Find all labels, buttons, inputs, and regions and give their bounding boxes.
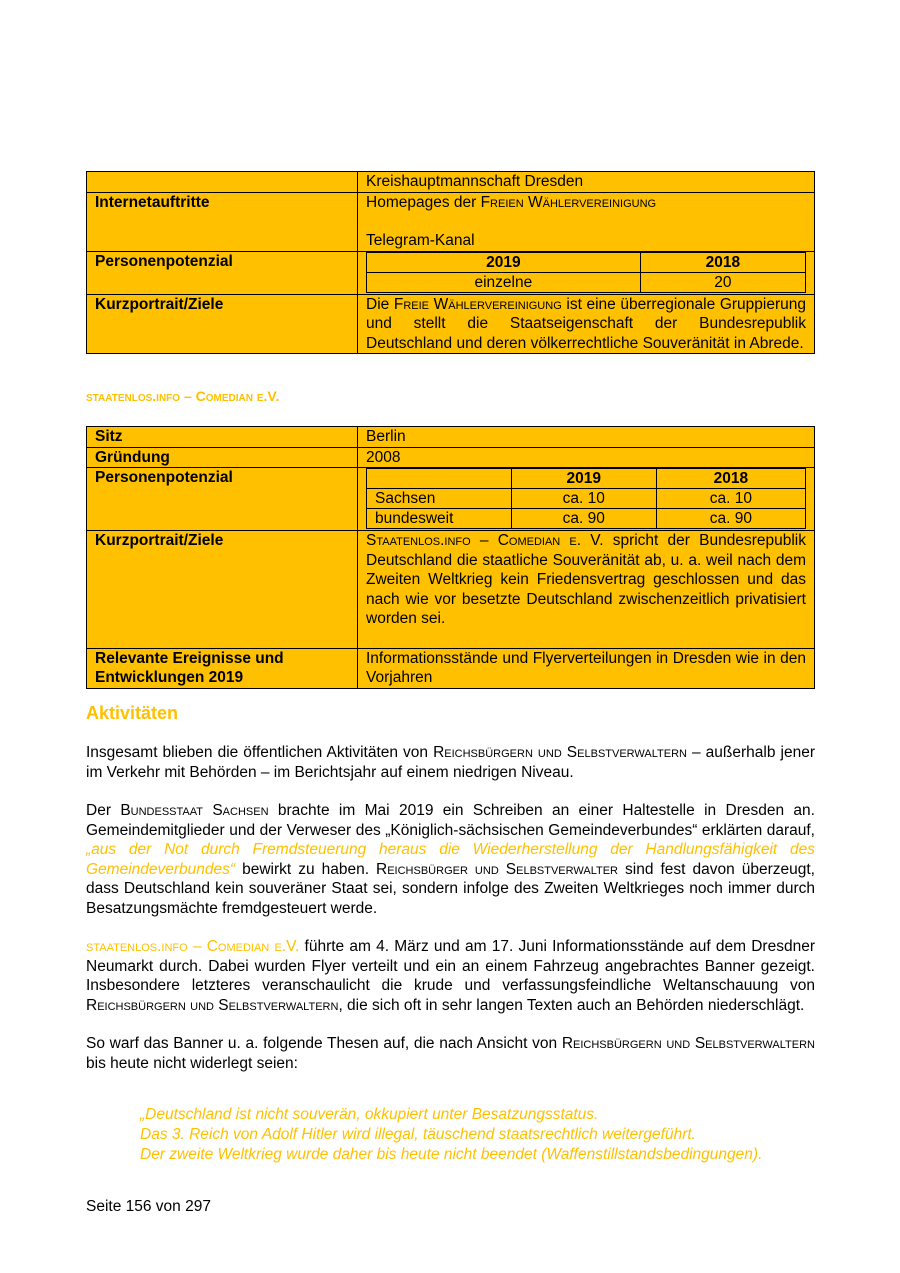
info-table-1 — [86, 171, 815, 354]
table-value-gruendung: 2008 — [358, 447, 815, 468]
section-heading: staatenlos.info – Comedian e.V. — [86, 388, 280, 404]
table-label-personen: Personenpotenzial — [87, 468, 358, 531]
paragraph-4 — [86, 1034, 815, 1073]
p3-post: , die sich oft in sehr langen Texten auch an Behörden niederschlägt. — [338, 996, 805, 1014]
p1-sc: Reichsbürgern und Selbstverwaltern — [433, 744, 687, 761]
empty-header — [367, 469, 512, 489]
quote-line: Das 3. Reich von Adolf Hitler wird illegal, täuschend staatsrechtlich weitergeführt. — [140, 1126, 696, 1143]
paragraph-3 — [86, 937, 815, 1015]
year-2018: 2018 — [656, 469, 805, 489]
info-table-2 — [86, 426, 815, 689]
bundesweit-2018: ca. 90 — [656, 509, 805, 529]
table-row — [87, 294, 815, 354]
sachsen-2018: ca. 10 — [656, 489, 805, 509]
value-2019: einzelne — [367, 272, 641, 292]
p2-quote: „aus der Not durch Fremdsteuerung heraus die Wiederherstellung der Handlungsfähigkeit des Gemeindeverbundes“ — [86, 841, 815, 878]
sachsen-2019: ca. 10 — [511, 489, 656, 509]
paragraph-1 — [86, 743, 815, 782]
table-value-kurz — [358, 294, 815, 354]
table-label-internet: Internetauftritte — [87, 192, 358, 251]
internet-telegram: Telegram-Kanal — [366, 232, 475, 249]
table-row — [87, 172, 815, 193]
p4-pre: So warf das Banner u. a. folgende Thesen auf, die nach Ansicht von — [86, 1035, 562, 1052]
kurz-text: ist eine überregionale Gruppierung und stellt die Staatseigenschaft der Bundesrepublik Deutschland und deren völkerrechtliche Souveränität in Abrede. — [366, 295, 806, 352]
quote-line: Der zweite Weltkrieg wurde daher bis heute nicht beendet (Waffenstillstandsbedingungen). — [140, 1146, 763, 1163]
table-value-sitz: Berlin — [358, 427, 815, 448]
p3-mid: führte am 4. März und am 17. Juni Informationsstände auf dem Dresdner Neumarkt durch. Dabei wurden Flyer verteilt und ein an einem Fahrzeug angebrachtes Banner gezeigt. Insbesondere letzteres veranschaulicht die krude und verfassungsfeindliche Weltanschauung von — [86, 938, 815, 994]
table-value-sitz: Kreishauptmannschaft Dresden — [358, 172, 815, 193]
org-name: Freie Wählervereinigung — [393, 295, 562, 313]
table-label-sitz: Sitz — [87, 427, 358, 448]
p2-pre: Der — [86, 802, 121, 819]
p2-sc2: Reichsbürger und Selbstverwalter — [376, 860, 618, 878]
table-label-empty — [87, 172, 358, 193]
table-label-kurz: Kurzportrait/Ziele — [87, 531, 358, 649]
table-value-internet — [358, 192, 815, 251]
p2-sc1: Bundesstaat Sachsen — [120, 802, 269, 819]
paragraph-2 — [86, 801, 815, 918]
kurz-pre: Die — [366, 295, 394, 313]
body-text — [86, 743, 815, 1073]
table-freie-waehlervereinigung — [86, 171, 815, 354]
table-row — [87, 251, 815, 294]
quote-line: „Deutschland ist nicht souverän, okkupiert unter Besatzungsstatus. — [140, 1106, 599, 1123]
personen-subtable — [366, 468, 806, 529]
p4-post: bis heute nicht widerlegt seien: — [86, 1054, 298, 1072]
table-staatenlos — [86, 426, 815, 689]
table-row — [87, 468, 815, 531]
personen-subtable — [366, 252, 806, 293]
row-label-bundesweit: bundesweit — [367, 509, 512, 529]
kurz-text: spricht der Bundesrepublik Deutschland die staatliche Souveränität ab, u. a. weil nach dem Zweiten Weltkrieg kein Friedensvertrag geschlossen und das nach wie vor besetzte Deutschland zwischenzeitlich privatisiert worden sei. — [366, 532, 806, 627]
table-label-gruendung: Gründung — [87, 447, 358, 468]
table-value-kurz — [358, 531, 815, 649]
aktivitaeten-heading: Aktivitäten — [86, 703, 179, 723]
table-row — [87, 648, 815, 688]
table-row — [87, 427, 815, 448]
table-value-ereignisse: Informationsstände und Flyerverteilungen in Dresden wie in den Vorjahren — [358, 648, 815, 688]
table-label-kurz: Kurzportrait/Ziele — [87, 294, 358, 354]
p2-mid2: bewirkt zu haben. — [235, 860, 377, 878]
table-label-ereignisse: Relevante Ereignisse und Entwicklungen 2019 — [87, 648, 358, 688]
banner-quotes — [140, 1105, 762, 1165]
p3-org: staatenlos.info – Comedian e.V. — [86, 938, 300, 955]
p1-post: – außerhalb jener im Verkehr mit Behörden – im Berichtsjahr auf einem niedrigen Niveau. — [86, 744, 815, 781]
value-2018: 20 — [640, 272, 805, 292]
row-label-sachsen: Sachsen — [367, 489, 512, 509]
table-value-personen — [358, 468, 815, 531]
year-2018: 2018 — [640, 252, 805, 272]
year-2019: 2019 — [511, 469, 656, 489]
internet-text: Homepages der — [366, 193, 481, 211]
table-row — [87, 192, 815, 251]
p2-post: sind fest davon überzeugt, dass Deutschland kein souveräner Staat sei, sondern infolge des Zweiten Weltkrieges noch immer durch Besatzungsmächte fremdgesteuert werde. — [86, 860, 815, 917]
table-value-personen — [358, 251, 815, 294]
year-2019: 2019 — [367, 252, 641, 272]
p1-pre: Insgesamt blieben die öffentlichen Aktivitäten von — [86, 744, 434, 761]
org-name: Freien Wählervereinigung — [480, 193, 657, 211]
table-label-personen: Personenpotenzial — [87, 251, 358, 294]
table-row — [87, 447, 815, 468]
p4-sc: Reichsbürgern und Selbstverwaltern — [561, 1035, 815, 1052]
table-row — [87, 531, 815, 649]
p3-sc: Reichsbürgern und Selbstverwaltern — [86, 996, 339, 1014]
org-name: Staatenlos.info – Comedian e. V. — [366, 532, 604, 549]
p2-mid1: brachte im Mai 2019 ein Schreiben an einer Haltestelle in Dresden an. Gemeindemitglieder und der Verweser des „Königlich-sächsischen Gemeindeverbundes“ erklärten darauf, — [86, 802, 815, 839]
bundesweit-2019: ca. 90 — [511, 509, 656, 529]
page-footer: Seite 156 von 297 — [86, 1198, 211, 1215]
